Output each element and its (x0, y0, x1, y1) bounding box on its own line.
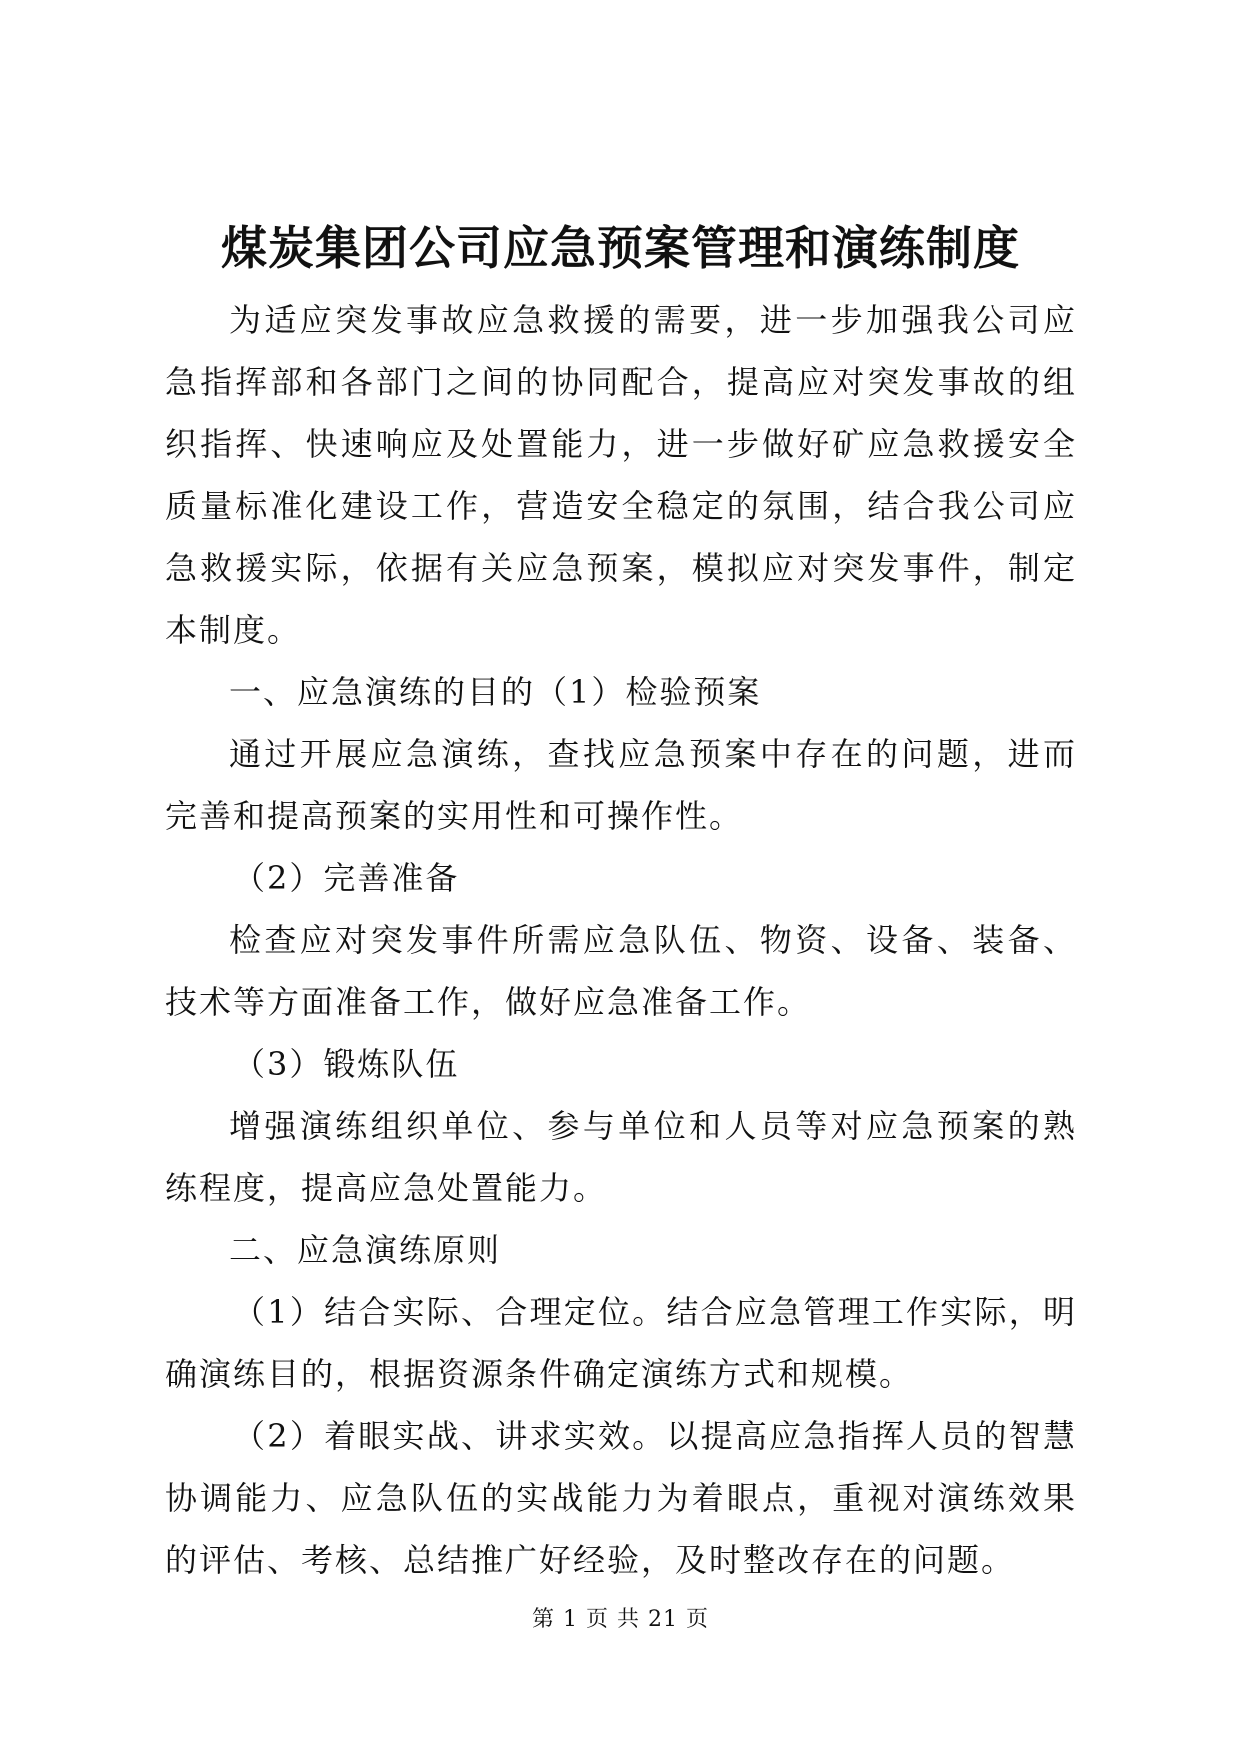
paragraph-verify-plan: 通过开展应急演练，查找应急预案中存在的问题，进而完善和提高预案的实用性和可操作性。 (165, 735, 1077, 835)
paragraph-principle-2: （2）着眼实战、讲求实效。以提高应急指挥人员的智慧协调能力、应急队伍的实战能力为着眼点，重视对演练效果的评估、考核、总结推广好经验，及时整改存在的问题。 (165, 1417, 1077, 1579)
paragraph-improve-preparation: 检查应对突发事件所需应急队伍、物资、设备、装备、技术等方面准备工作，做好应急准备工作。 (165, 921, 1077, 1021)
paragraph-intro: 为适应突发事故应急救援的需要，进一步加强我公司应急指挥部和各部门之间的协同配合，提高应对突发事故的组织指挥、快速响应及处置能力，进一步做好矿应急救援安全质量标准化建设工作，营造安全稳定的氛围，结合我公司应急救援实际，依据有关应急预案，模拟应对突发事件，制定本制度。 (165, 301, 1077, 649)
subheading-improve-preparation: （2）完善准备 (233, 859, 460, 897)
section-heading-purpose: 一、应急演练的目的（1）检验预案 (229, 673, 762, 711)
subheading-train-team: （3）锻炼队伍 (233, 1045, 460, 1083)
paragraph-train-team: 增强演练组织单位、参与单位和人员等对应急预案的熟练程度，提高应急处置能力。 (165, 1107, 1077, 1207)
page-footer: 第 1 页 共 21 页 (532, 1607, 709, 1632)
document-title: 煤炭集团公司应急预案管理和演练制度 (221, 221, 1020, 275)
paragraph-principle-1: （1）结合实际、合理定位。结合应急管理工作实际，明确演练目的，根据资源条件确定演练方式和规模。 (165, 1293, 1077, 1393)
document-body (165, 289, 1077, 1591)
section-heading-principles: 二、应急演练原则 (229, 1231, 502, 1269)
